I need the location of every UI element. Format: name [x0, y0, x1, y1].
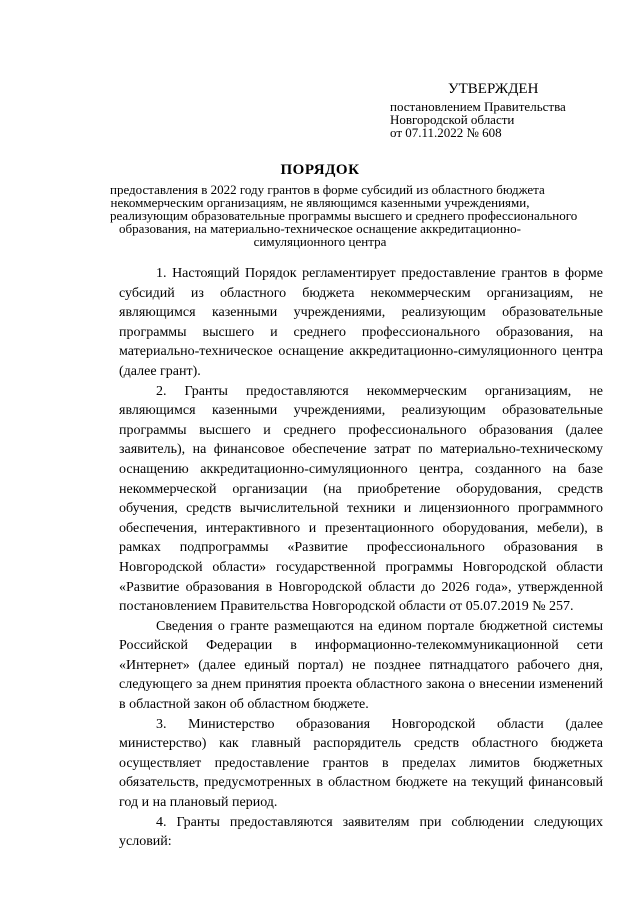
- approval-line-region: Новгородской области: [390, 112, 515, 127]
- approval-line-date-number: от 07.11.2022 № 608: [390, 125, 502, 140]
- subtitle-line: некоммерческим организациям, не являющимся казенными учреждениями,: [110, 195, 530, 210]
- approval-line-decree: постановлением Правительства: [390, 99, 566, 114]
- subtitle-line: симуляционного центра: [253, 234, 387, 249]
- subtitle-line: образования, на материально-техническое оснащение аккредитационно-: [119, 221, 521, 236]
- subtitle-line: предоставления в 2022 году грантов в форме субсидий из областного бюджета: [110, 182, 545, 197]
- approved-heading: УТВЕРЖДЕН: [448, 81, 539, 97]
- subtitle-line: реализующим образовательные программы высшего и среднего профессионального: [110, 208, 578, 223]
- paragraph-1: 1. Настоящий Порядок регламентирует предоставление грантов в форме субсидий из областного бюджета некоммерческим организациям, не являющимся казенными учреждениями, реализующим образовательные программы высшего и среднего профессионального образования, на материально-техническое оснащение аккредитационно-симуляционного центра (далее грант).: [119, 266, 603, 379]
- paragraph-grant-info: Сведения о гранте размещаются на едином портале бюджетной системы Российской Федерации в информационно-телекоммуникационной сети «Интернет» (далее единый портал) не позднее пятнадцатого рабочего дня, следующего за днем принятия проекта областного закона о внесении изменений в областной закон об областном бюджете.: [119, 618, 603, 713]
- paragraph-3: 3. Министерство образования Новгородской области (далее министерство) как главный распорядитель средств областного бюджета осуществляет предоставление грантов в пределах лимитов бюджетных обязательств, предусмотренных в областном бюджете на текущий финансовый год и на плановый период.: [119, 716, 603, 811]
- paragraph-4: 4. Гранты предоставляются заявителям при соблюдении следующих условий:: [119, 814, 603, 850]
- document-title: ПОРЯДОК: [280, 162, 360, 178]
- paragraph-2: 2. Гранты предоставляются некоммерческим организациям, не являющимся казенными учреждениями, реализующим образовательные программы высшего и среднего профессионального образования (далее заявитель), на финансовое обеспечение затрат по материально-техническому оснащению аккредитационно-симуляционного центра, созданного на базе некоммерческой организации (на приобретение оборудования, средств обучения, средств вычислительной техники и лицензионного программного обеспечения, интерактивного и презентационного оборудования, мебели), в рамках подпрограммы «Развитие профессионального образования в Новгородской области» государственной программы Новгородской области «Развитие образования в Новгородской области до 2026 года», утвержденной постановлением Правительства Новгородской области от 05.07.2019 № 257.: [119, 383, 603, 615]
- document-subtitle: [110, 182, 578, 249]
- document-body: [119, 264, 603, 852]
